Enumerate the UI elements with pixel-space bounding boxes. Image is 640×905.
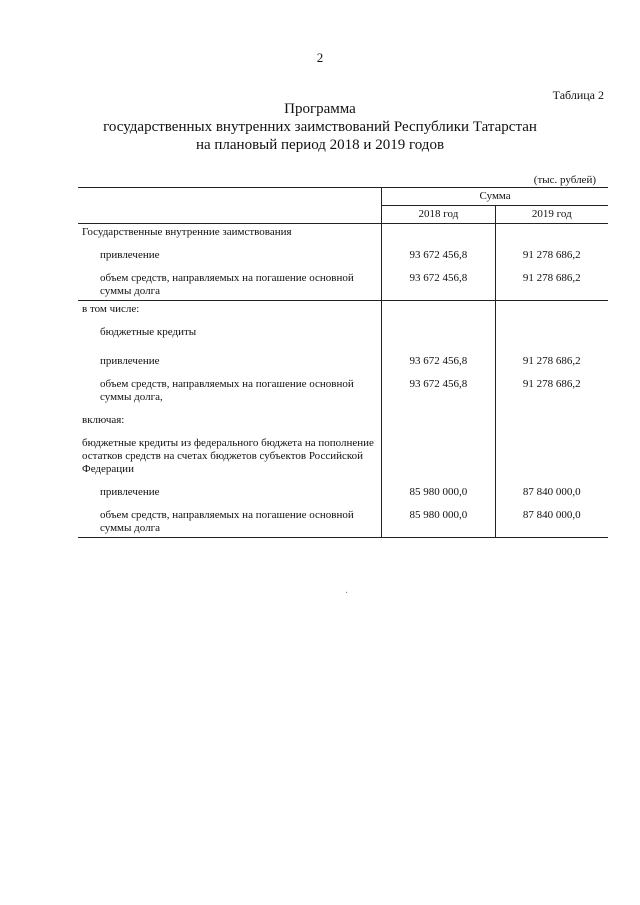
row-value-2019: 91 278 686,2 xyxy=(495,347,608,376)
header-blank-cell xyxy=(78,188,382,224)
row-label: объем средств, направляемых на погашение основной суммы долга xyxy=(78,270,382,301)
row-value-2019 xyxy=(495,224,608,242)
row-label: объем средств, направляемых на погашение основной суммы долга xyxy=(78,507,382,538)
row-value-2018: 85 980 000,0 xyxy=(382,507,495,538)
row-value-2018: 93 672 456,8 xyxy=(409,378,468,390)
table-row xyxy=(78,318,608,347)
page-number: 2 xyxy=(316,50,324,65)
header-sum: Сумма xyxy=(382,188,608,206)
row-value-2018: 93 672 456,8 xyxy=(409,355,468,367)
table-row xyxy=(78,376,608,406)
row-value-2018 xyxy=(382,318,495,347)
row-value-2019: 87 840 000,0 xyxy=(495,507,608,538)
table-row xyxy=(78,301,608,319)
row-value-2018 xyxy=(382,406,495,435)
row-value-2019 xyxy=(495,301,608,319)
title-line-2: государственных внутренних заимствований Республики Татарстан xyxy=(103,119,537,135)
row-value-2019 xyxy=(495,435,608,478)
row-value-2019 xyxy=(495,406,608,435)
scan-speck: · xyxy=(345,588,349,599)
row-label: бюджетные кредиты xyxy=(78,318,382,347)
row-value-2018: 93 672 456,8 xyxy=(409,249,468,261)
borrowing-table xyxy=(78,187,608,538)
row-value-2019: 87 840 000,0 xyxy=(495,478,608,507)
row-value-2018 xyxy=(382,224,495,242)
table-row xyxy=(78,347,608,376)
row-value-2019 xyxy=(495,318,608,347)
table-header-row-1 xyxy=(78,188,608,206)
table-row xyxy=(78,270,608,301)
row-label: Государственные внутренние заимствования xyxy=(78,224,382,242)
table-row xyxy=(78,406,608,435)
row-value-2019: 91 278 686,2 xyxy=(495,241,608,270)
row-value-2019: 91 278 686,2 xyxy=(495,376,608,406)
table-row xyxy=(78,478,608,507)
table-row xyxy=(78,241,608,270)
table-row xyxy=(78,435,608,478)
row-label: объем средств, направляемых на погашение основной суммы долга, xyxy=(78,376,382,406)
row-label: привлечение xyxy=(78,478,382,507)
row-label: привлечение xyxy=(78,347,382,376)
table-row xyxy=(78,224,608,242)
document-title xyxy=(0,100,640,154)
row-label: в том числе: xyxy=(78,301,382,319)
units-note: (тыс. рублей) xyxy=(533,174,596,186)
header-2019: 2019 год xyxy=(495,206,608,224)
row-label: привлечение xyxy=(78,241,382,270)
borrowing-table-container xyxy=(78,187,608,538)
title-line-1: Программа xyxy=(284,101,356,117)
row-value-2018: 93 672 456,8 xyxy=(382,270,495,301)
row-value-2018: 85 980 000,0 xyxy=(409,486,468,498)
row-label: бюджетные кредиты из федерального бюджета на пополнение остатков средств на счетах бюджетов субъектов Российской Федерации xyxy=(78,435,382,478)
header-2018: 2018 год xyxy=(382,206,495,224)
title-line-3: на плановый период 2018 и 2019 годов xyxy=(195,137,445,153)
table-row xyxy=(78,507,608,538)
row-value-2018 xyxy=(382,435,495,478)
table-label: Таблица 2 xyxy=(552,88,604,102)
row-value-2018 xyxy=(382,301,495,319)
row-label: включая: xyxy=(78,406,382,435)
row-value-2019: 91 278 686,2 xyxy=(495,270,608,301)
